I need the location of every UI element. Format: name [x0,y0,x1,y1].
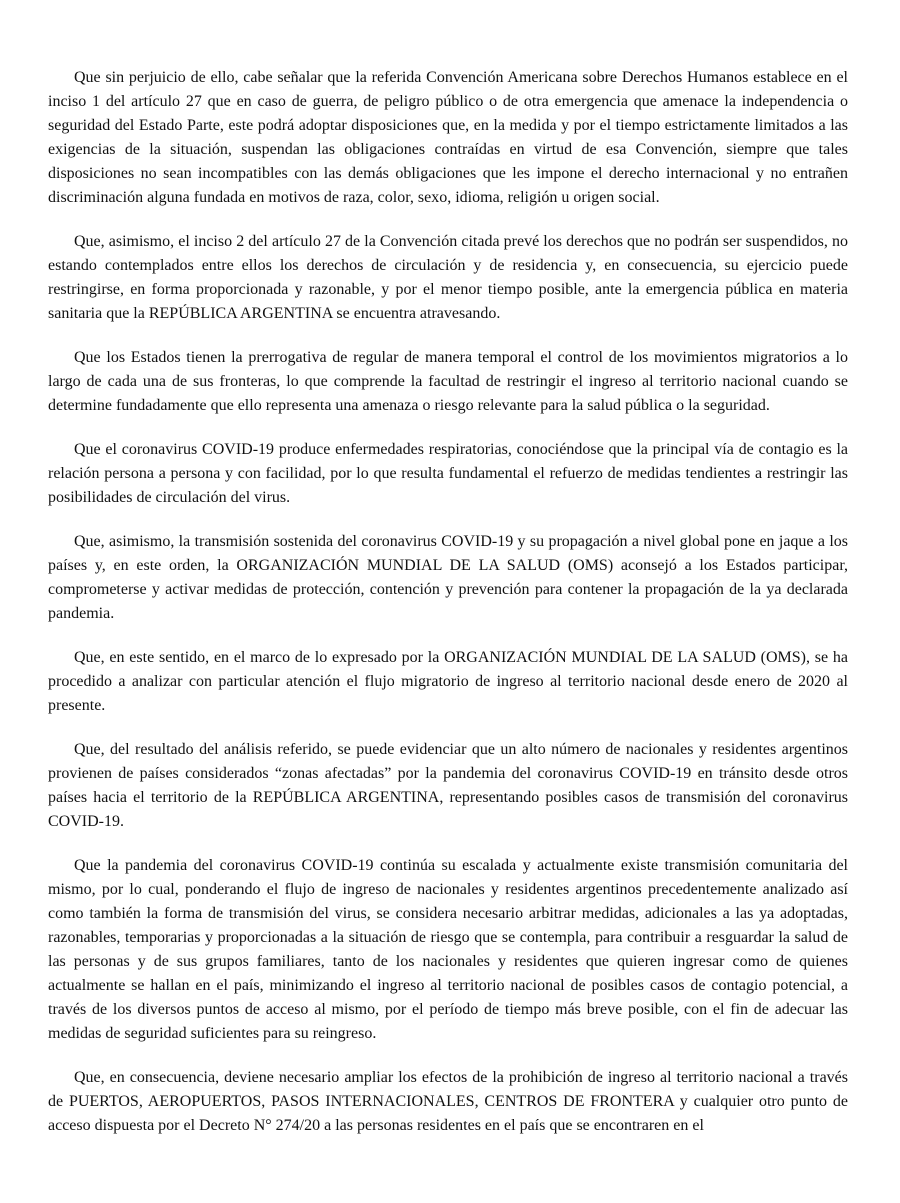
paragraph-zonas-afectadas: Que, del resultado del análisis referido, se puede evidenciar que un alto número de nacionales y residentes argentinos provienen de países considerados “zonas afectadas” por la pandemia del coronavirus COVID-19 en tránsito desde otros países hacia el territorio de la REPÚBLICA ARGENTINA, representando posibles casos de transmisión del coronavirus COVID-19. [48,741,848,830]
paragraph-covid-contagio: Que el coronavirus COVID-19 produce enfermedades respiratorias, conociéndose que la principal vía de contagio es la relación persona a persona y con facilidad, por lo que resulta fundamental el refuerzo de medidas tendientes a restringir las posibilidades de circulación del virus. [48,441,848,506]
paragraph-transmision-comunitaria: Que la pandemia del coronavirus COVID-19 continúa su escalada y actualmente existe transmisión comunitaria del mismo, por lo cual, ponderando el flujo de ingreso de nacionales y residentes argentinos precedentemente analizado así como también la forma de transmisión del virus, se considera necesario arbitrar medidas, adicionales a las ya adoptadas, razonables, temporarias y proporcionadas a la situación de riesgo que se contempla, para contribuir a resguardar la salud de las personas y de sus grupos familiares, tanto de los nacionales y residentes que quieren ingresar como de quienes actualmente se hallan en el país, minimizando el ingreso al territorio nacional de posibles casos de contagio potencial, a través de los diversos puntos de acceso al mismo, por el período de tiempo más breve posible, con el fin de adecuar las medidas de seguridad suficientes para su reingreso. [48,857,848,1042]
paragraph-oms-medidas: Que, asimismo, la transmisión sostenida del coronavirus COVID-19 y su propagación a nivel global pone en jaque a los países y, en este orden, la ORGANIZACIÓN MUNDIAL DE LA SALUD (OMS) aconsejó a los Estados participar, comprometerse y activar medidas de protección, contención y prevención para contener la propagación de la ya declarada pandemia. [48,533,848,622]
paragraph-convencion-art27-inc1: Que sin perjuicio de ello, cabe señalar que la referida Convención Americana sobre Derechos Humanos establece en el inciso 1 del artículo 27 que en caso de guerra, de peligro público o de otra emergencia que amenace la independencia o seguridad del Estado Parte, este podrá adoptar disposiciones que, en la medida y por el tiempo estrictamente limitados a las exigencias de la situación, suspendan las obligaciones contraídas en virtud de esa Convención, siempre que tales disposiciones no sean incompatibles con las demás obligaciones que les impone el derecho internacional y no entrañen discriminación alguna fundada en motivos de raza, color, sexo, idioma, religión u origen social. [48,69,848,206]
paragraph-prohibicion-ingreso: Que, en consecuencia, deviene necesario ampliar los efectos de la prohibición de ingreso al territorio nacional a través de PUERTOS, AEROPUERTOS, PASOS INTERNACIONALES, CENTROS DE FRONTERA y cualquier otro punto de acceso dispuesta por el Decreto N° 274/20 a las personas residentes en el país que se encontraren en el [48,1069,848,1134]
paragraph-convencion-art27-inc2: Que, asimismo, el inciso 2 del artículo 27 de la Convención citada prevé los derechos que no podrán ser suspendidos, no estando contemplados entre ellos los derechos de circulación y de residencia y, en consecuencia, su ejercicio puede restringirse, en forma proporcionada y razonable, y por el menor tiempo posible, ante la emergencia pública en materia sanitaria que la REPÚBLICA ARGENTINA se encuentra atravesando. [48,233,848,322]
paragraph-control-migratorio: Que los Estados tienen la prerrogativa de regular de manera temporal el control de los movimientos migratorios a lo largo de cada una de sus fronteras, lo que comprende la facultad de restringir el ingreso al territorio nacional cuando se determine fundadamente que ello representa una amenaza o riesgo relevante para la salud pública o la seguridad. [48,349,848,414]
paragraph-flujo-migratorio: Que, en este sentido, en el marco de lo expresado por la ORGANIZACIÓN MUNDIAL DE LA SALUD (OMS), se ha procedido a analizar con particular atención el flujo migratorio de ingreso al territorio nacional desde enero de 2020 al presente. [48,649,848,714]
